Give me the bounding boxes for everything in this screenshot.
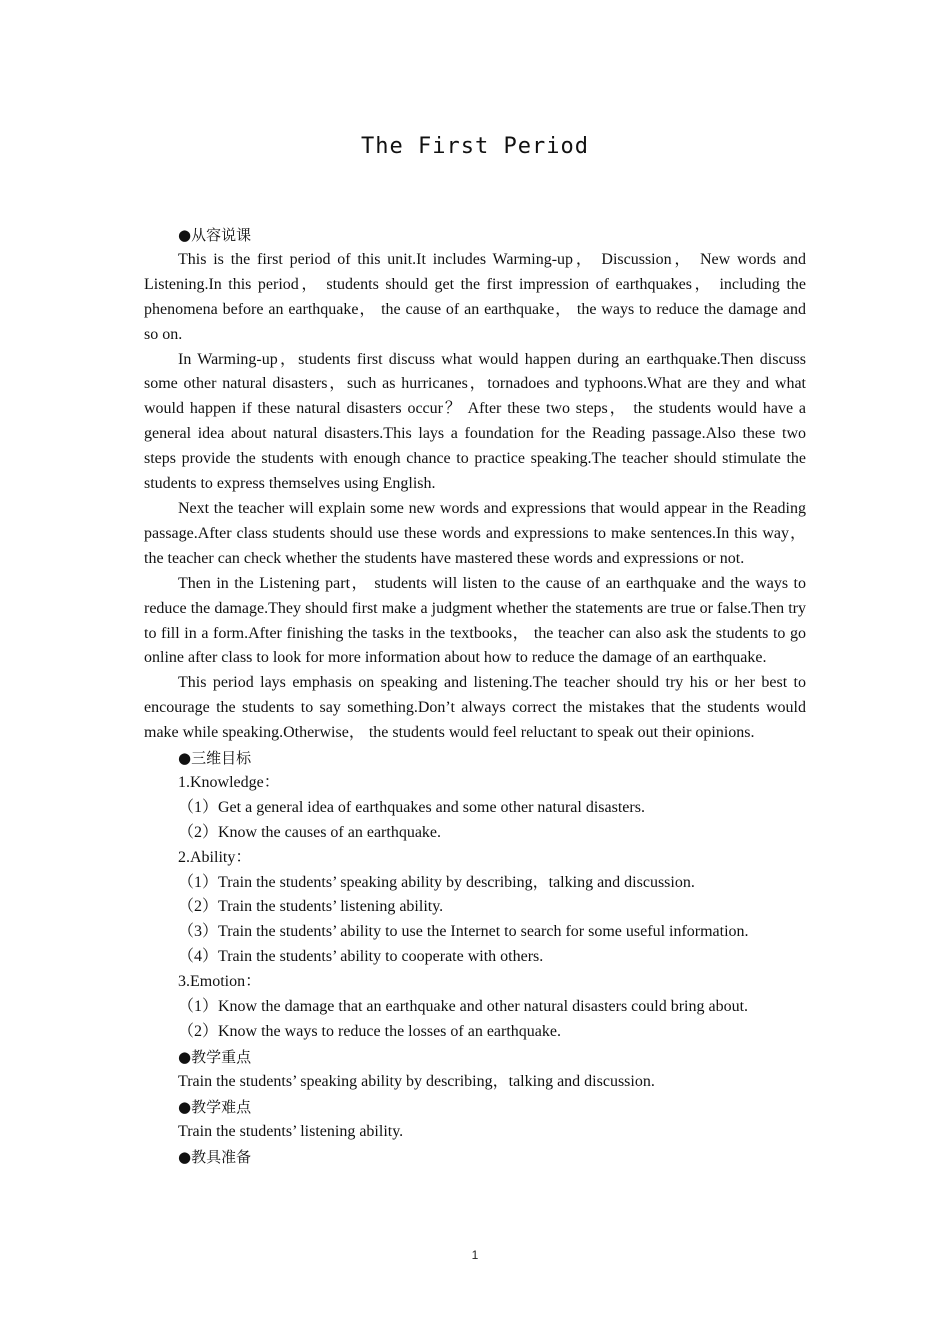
section-heading-objectives: ●三维目标 (178, 749, 252, 768)
paragraph: Then in the Listening part， students will listen to the cause of an earthquake and the ways to reduce the damage.They should first make a judgment whether the statements are true or false.Then try to fill in a form.After finishing the tasks in the textbooks， the teacher can also ask the students to go online after class to look for more information about how to reduce the damage of an earthquake. (144, 574, 806, 667)
section-heading-key-points: ●教学重点 (178, 1047, 252, 1066)
paragraph: Next the teacher will explain some new words and expressions that would appear in the Reading passage.After class students should use these words and expressions to make sentences.In this way，the teacher can check whether the students have mastered these words and expressions or not. (144, 499, 806, 567)
page-title: The First Period (361, 134, 589, 159)
emotion-label: 3.Emotion： (178, 973, 262, 991)
difficulties-text: Train the students’ listening ability. (178, 1122, 404, 1140)
section-heading-difficulties: ●教学难点 (178, 1097, 252, 1116)
key-points-text: Train the students’ speaking ability by describing，talking and discussion. (178, 1072, 655, 1090)
paragraph: This is the first period of this unit.It includes Warming-up， Discussion， New words and Listening.In this period， students should get the first impression of earthquakes， including the phenomena before an earthquake， the cause of an earthquake， the ways to reduce the damage and so on. (144, 250, 806, 343)
section-heading-teaching-aids: ●教具准备 (178, 1147, 252, 1166)
list-item: （2）Know the ways to reduce the losses of an earthquake. (178, 1023, 562, 1040)
list-item: （1）Know the damage that an earthquake and other natural disasters could bring about. (178, 998, 749, 1016)
list-item: （1）Get a general idea of earthquakes and some other natural disasters. (178, 798, 645, 816)
document-body (144, 223, 806, 1169)
list-item: （2）Know the causes of an earthquake. (178, 823, 442, 841)
list-item: （3）Train the students’ ability to use the Internet to search for some useful information. (178, 923, 749, 941)
page-number: 1 (471, 1248, 479, 1262)
list-item: （1）Train the students’ speaking ability by describing，talking and discussion. (178, 873, 695, 891)
ability-label: 2.Ability： (178, 848, 252, 866)
paragraph: This period lays emphasis on speaking and listening.The teacher should try his or her best to encourage the students to say something.Don’t always correct the mistakes that the students would make while speaking.Otherwise， the students would feel reluctant to speak out their opinions. (144, 674, 806, 742)
list-item: （4）Train the students’ ability to cooperate with others. (178, 948, 544, 966)
list-item: （2）Train the students’ listening ability. (178, 898, 444, 916)
section-heading-intro: ●从容说课 (178, 226, 252, 244)
paragraph: In Warming-up，students first discuss what would happen during an earthquake.Then discuss some other natural disasters，such as hurricanes，tornadoes and typhoons.What are they and what would happen if these natural disasters occur？ After these two steps， the students would have a general idea about natural disasters.This lays a foundation for the Reading passage.Also these two steps provide the students with enough chance to practice speaking.The teacher should stimulate the students to express themselves using English. (144, 350, 806, 493)
knowledge-label: 1.Knowledge： (178, 773, 280, 791)
